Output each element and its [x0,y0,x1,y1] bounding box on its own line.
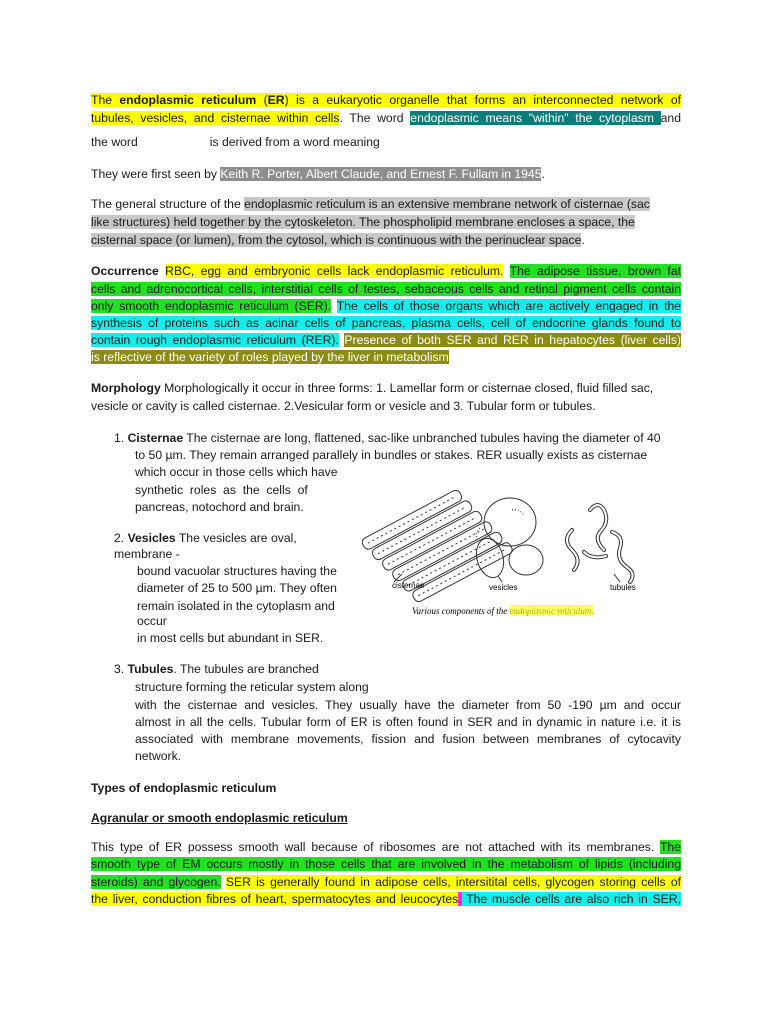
vesicles-line-2: membrane - [114,547,180,561]
ser-line-3: steroids) and glycogen. SER is generally found in adipose cells, intersitital cells, glycogen storing cells of [91,875,682,889]
cisternae-line-1: 1. Cisternae The cisternae are long, flattened, sac-like unbranched tubules having the diameter of 40 [114,431,661,445]
tubules-line-4: almost in all the cells. Tubular form of ER is often found in SER and in dynamic in nature i.e. it is [135,715,681,729]
figure-caption: Various components of the [412,606,510,616]
types-heading: Types of endoplasmic reticulum [91,781,277,795]
cisternae-line-4: synthetic roles as the cells of [135,483,308,497]
cisternae-label: cisternae [392,581,425,590]
vesicles-line-4: diameter of 25 to 500 µm. They often [137,581,337,595]
ser-line-2: smooth type of EM occurs mostly in those cells that are involved in the metabolism of lipids (including [91,857,681,871]
vesicles-drawing [472,498,543,582]
cisternae-line-3: which occur in those cells which have [135,465,338,479]
occurrence-line-2: cells and adrenocortical cells, interstitial cells of testes, sebaceous cells and retinal pigment cells contain [91,282,681,296]
intro-line-2: tubules, vesicles, and cisternae within cells. The word endoplasmic means "within" the cytoplasm and [91,111,681,125]
tubules-line-6: network. [135,749,182,763]
vesicles-label: vesicles [489,583,518,592]
occurrence-line-1: Occurrence RBC, egg and embryonic cells lack endoplasmic reticulum. The adipose tissue, brown fat [91,264,681,278]
ser-line-1: This type of ER possess smooth wall because of ribosomes are not attached with its membranes. The [91,840,681,854]
morphology-line-1: Morphology Morphologically it occur in three forms: 1. Lamellar form or cisternae closed, fluid filled sac, [91,381,654,395]
vesicles-line-1: 2. Vesicles The vesicles are oval, [114,531,297,545]
vesicles-line-5: remain isolated in the cytoplasm and [137,599,335,613]
tubules-line-3: with the cisternae and vesicles. They usually have the diameter from 50 -190 µm and occur [135,698,681,712]
occurrence-line-3: only smooth endoplasmic reticulum (SER). The cells of those organs which are actively engaged in the [91,299,682,313]
ser-heading: Agranular or smooth endoplasmic reticulum [91,811,348,825]
occurrence-line-4: synthesis of proteins such as acinar cells of pancreas, plasma cells, cell of endocrine glands found to [91,316,681,330]
er-illustration [362,470,688,630]
occurrence-line-5: contain rough endoplasmic reticulum (RER). Presence of both SER and RER in hepatocytes (liver cells) [91,333,681,347]
structure-line-1: The general structure of the endoplasmic reticulum is an extensive membrane network of cisternae (sac [91,197,650,211]
morphology-line-2: vesicle or cavity is called cisternae. 2.Vesicular form or vesicle and 3. Tubular form or tubules. [91,399,596,413]
er-components-figure [362,470,688,630]
tubules-line-1: 3. Tubules. The tubules are branched [114,662,319,676]
ser-line-4: the liver, conduction fibres of heart, spermatocytes and leucocytes. The muscle cells are also rich in SER, [91,892,681,906]
intro-line-3: the word is derived from a word meaning [91,135,380,149]
intro-line-1: The endoplasmic reticulum (ER) is a eukaryotic organelle that forms an interconnected network of [91,93,682,107]
tubules-line-5: associated with membrane movements, fission and fusion between membranes of cytocavity [135,732,681,746]
discovery-line: They were first seen by Keith R. Porter, Albert Claude, and Ernest F. Fullam in 1945. [91,167,545,181]
cisternae-line-2: to 50 µm. They remain arranged parallely in bundles or stakes. RER usually exists as cisternae [135,448,648,462]
tubules-line-2: structure forming the reticular system along [135,680,369,694]
vesicles-line-3: bound vacuolar structures having the [137,564,337,578]
structure-line-2: like structures) held together by the cytoskeleton. The phospholipid membrane encloses a space, the [91,215,635,229]
occurrence-line-6: is reflective of the variety of roles played by the liver in metabolism [91,350,449,364]
tubules-label: tubules [610,583,636,592]
vesicles-line-7: in most cells but abundant in SER. [137,631,324,645]
cisternae-line-5: pancreas, notochord and brain. [135,500,304,514]
cisternae-drawing [362,479,514,612]
vesicles-line-6: occur [137,614,167,628]
structure-line-3: cisternal space (or lumen), from the cytosol, which is continuous with the perinuclear space. [91,233,585,247]
caption-highlight [510,605,594,616]
